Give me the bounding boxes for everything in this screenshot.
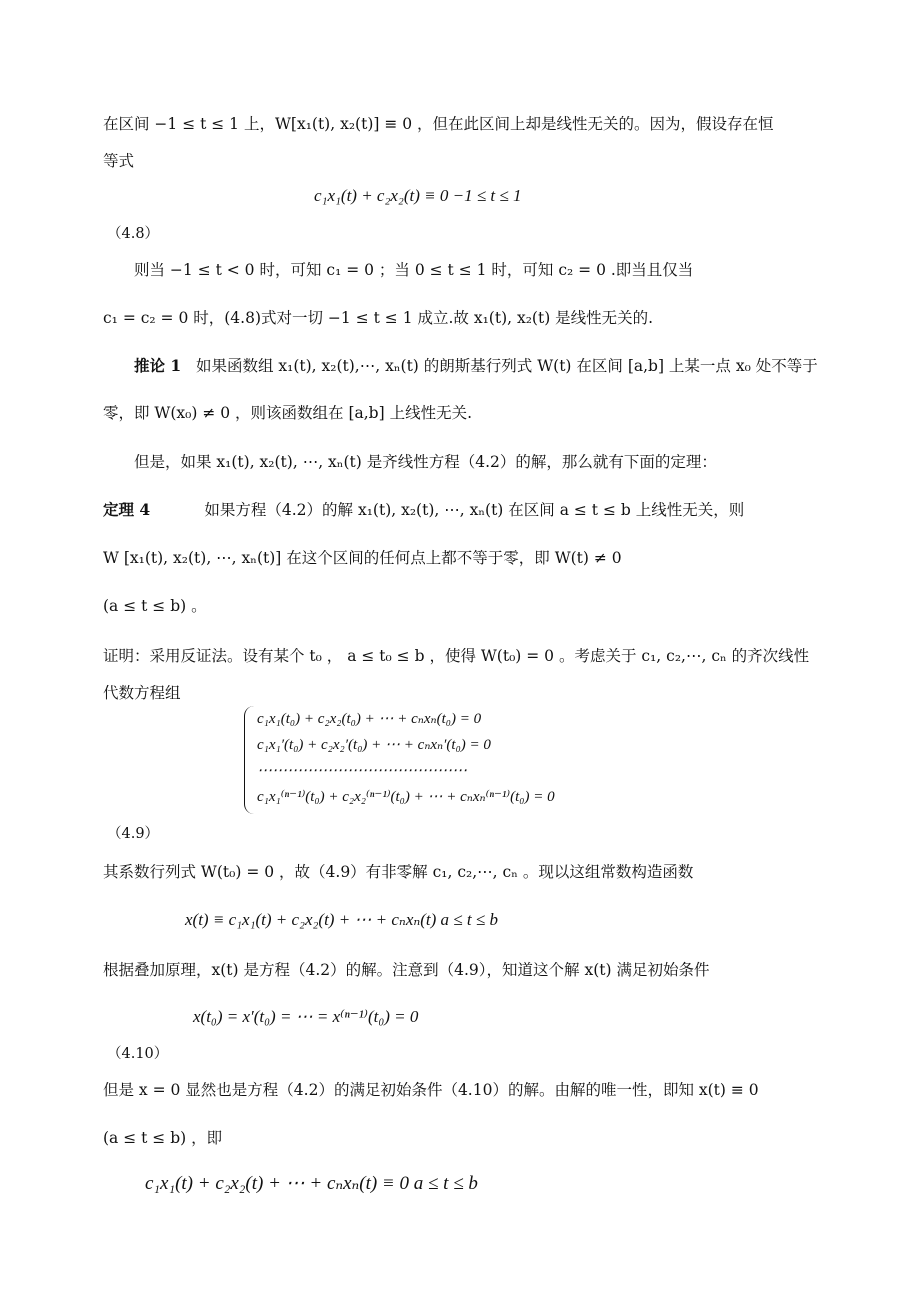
equation-label-4-8: （4.8）	[107, 226, 160, 242]
paragraph-line: 根据叠加原理，x(t) 是方程（4.2）的解。注意到（4.9），知道这个解 x(t) 满足初始条件	[103, 961, 710, 979]
paragraph-line: 零，即 W(x₀) ≠ 0 ，则该函数组在 [a,b] 上线性无关.	[103, 404, 473, 422]
paragraph-line: 在区间 −1 ≤ t ≤ 1 上，W[x₁(t), x₂(t)] ≡ 0 ，但在此区间上却是线性无关的。因为，假设存在恒	[103, 115, 774, 133]
equation-initial-condition: x(t₀) = x′(t₀) = ⋯ = x⁽ⁿ⁻¹⁾(t₀) = 0	[193, 1007, 419, 1026]
paragraph-line: 则当 −1 ≤ t < 0 时，可知 c₁ = 0 ；当 0 ≤ t ≤ 1 时，可知 c₂ = 0 .即当且仅当	[134, 261, 694, 279]
corollary-line	[134, 354, 818, 378]
system-row: ⋯⋯⋯⋯⋯⋯⋯⋯⋯⋯⋯⋯⋯⋯	[257, 763, 467, 779]
equation-system-4-9	[244, 706, 555, 814]
paragraph-line: 但是 x = 0 显然也是方程（4.2）的满足初始条件（4.10）的解。由解的唯一性，即知 x(t) ≡ 0	[103, 1081, 759, 1099]
paragraph-line: 证明：采用反证法。设有某个 t₀ ， a ≤ t₀ ≤ b ，使得 W(t₀) = 0 。考虑关于 c₁, c₂,⋯, cₙ 的齐次线性	[103, 647, 810, 665]
paragraph-line: c₁ = c₂ = 0 时，(4.8)式对一切 −1 ≤ t ≤ 1 成立.故 x₁(t), x₂(t) 是线性无关的.	[103, 309, 654, 327]
equation-x-t: x(t) ≡ c₁x₁(t) + c₂x₂(t) + ⋯ + cₙxₙ(t) a ≤ t ≤ b	[185, 910, 498, 929]
corollary-text: 如果函数组 x₁(t), x₂(t),⋯, xₙ(t) 的朗斯基行列式 W(t) 在区间 [a,b] 上某一点 x₀ 处不等于	[195, 357, 818, 375]
theorem-line	[103, 498, 744, 522]
paragraph-line: 等式	[103, 152, 135, 170]
system-row: c₁x₁(t₀) + c₂x₂(t₀) + ⋯ + cₙxₙ(t₀) = 0	[257, 711, 482, 727]
system-row: c₁x₁′(t₀) + c₂x₂′(t₀) + ⋯ + cₙxₙ′(t₀) = 0	[257, 737, 491, 753]
equation-4-8: c₁x₁(t) + c₂x₂(t) ≡ 0 −1 ≤ t ≤ 1	[314, 186, 522, 205]
equation-label-4-9: （4.9）	[107, 826, 160, 842]
equation-final: c₁x₁(t) + c₂x₂(t) + ⋯ + cₙxₙ(t) ≡ 0 a ≤ t ≤ b	[145, 1173, 478, 1194]
paragraph-line: 代数方程组	[103, 684, 181, 702]
system-row: c₁x₁⁽ⁿ⁻¹⁾(t₀) + c₂x₂⁽ⁿ⁻¹⁾(t₀) + ⋯ + cₙxₙ⁽ⁿ⁻¹⁾(t₀) = 0	[257, 789, 555, 805]
paragraph-line: (a ≤ t ≤ b) ，即	[103, 1129, 223, 1147]
equation-label-4-10: （4.10）	[107, 1046, 169, 1062]
paragraph-line: 但是，如果 x₁(t), x₂(t), ⋯, xₙ(t) 是齐线性方程（4.2）的解，那么就有下面的定理：	[134, 453, 717, 471]
paragraph-line: W [x₁(t), x₂(t), ⋯, xₙ(t)] 在这个区间的任何点上都不等于零，即 W(t) ≠ 0	[103, 549, 622, 567]
theorem-title: 定理 4	[103, 500, 151, 519]
corollary-title: 推论 1	[134, 356, 182, 375]
paragraph-line: 其系数行列式 W(t₀) = 0 ，故（4.9）有非零解 c₁, c₂,⋯, cₙ 。现以这组常数构造函数	[103, 863, 694, 881]
theorem-text: 如果方程（4.2）的解 x₁(t), x₂(t), ⋯, xₙ(t) 在区间 a ≤ t ≤ b 上线性无关，则	[204, 501, 745, 519]
paragraph-line: (a ≤ t ≤ b) 。	[103, 597, 207, 615]
